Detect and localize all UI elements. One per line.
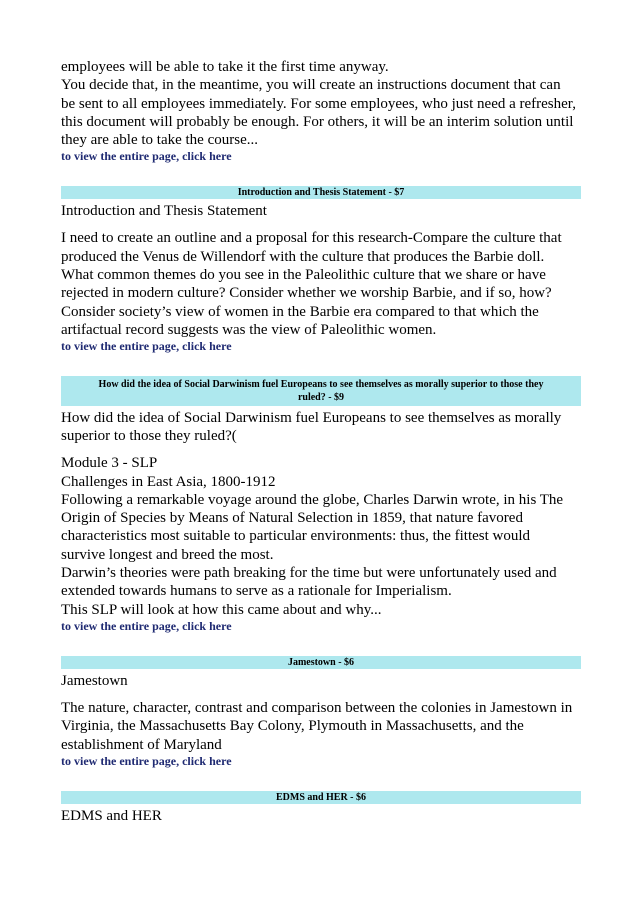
- paragraph-line: artifactual record suggests was the view of Paleolithic women.: [61, 321, 437, 338]
- document-page: [61, 58, 581, 825]
- view-entire-page-link[interactable]: to view the entire page, click here: [61, 618, 232, 633]
- intro-line: this document will probably be enough. For others, it will be an interim solution until: [61, 113, 574, 130]
- section-title-bar: Introduction and Thesis Statement - $7: [61, 186, 581, 199]
- paragraph-line: produced the Venus de Willendorf with the culture that produces the Barbie doll.: [61, 248, 545, 265]
- heading-line: superior to those they ruled?(: [61, 428, 237, 445]
- section-paragraph: [61, 229, 581, 339]
- paragraph-line: Darwin’s theories were path breaking for the time but were unfortunately used and: [61, 565, 557, 582]
- paragraph-line: Virginia, the Massachusetts Bay Colony, Plymouth in Massachusetts, and the: [61, 718, 524, 735]
- paragraph-line: Consider society’s view of women in the Barbie era compared to that which the: [61, 303, 539, 320]
- intro-line: they are able to take the course...: [61, 132, 258, 149]
- paragraph-line: establishment of Maryland: [61, 736, 222, 753]
- section-title-bar: EDMS and HER - $6: [61, 791, 581, 804]
- paragraph-line: Origin of Species by Means of Natural Selection in 1859, that nature favored: [61, 510, 523, 527]
- section-title-bar: [61, 376, 581, 406]
- intro-line: You decide that, in the meantime, you will create an instructions document that can: [61, 77, 561, 94]
- bar-title-line: ruled? - $9: [297, 392, 345, 404]
- paragraph-line: rejected in modern culture? Consider whether we worship Barbie, and if so, how?: [61, 285, 552, 302]
- view-entire-page-link[interactable]: to view the entire page, click here: [61, 339, 232, 354]
- paragraph-line: survive longest and breed the most.: [61, 546, 274, 563]
- heading-line: How did the idea of Social Darwinism fuel Europeans to see themselves as morally: [61, 410, 562, 427]
- section-heading: Introduction and Thesis Statement: [61, 203, 267, 220]
- section-heading: Jamestown: [61, 672, 128, 689]
- section-heading: EDMS and HER: [61, 807, 162, 824]
- section-paragraph: [61, 454, 581, 619]
- section-title-bar: Jamestown - $6: [61, 656, 581, 669]
- section-heading: [61, 409, 581, 445]
- paragraph-line: This SLP will look at how this came about and why...: [61, 601, 382, 618]
- view-entire-page-link[interactable]: to view the entire page, click here: [61, 149, 232, 164]
- view-entire-page-link[interactable]: to view the entire page, click here: [61, 753, 232, 768]
- section-paragraph: [61, 699, 581, 754]
- intro-line: be sent to all employees immediately. For some employees, who just need a refresher,: [61, 95, 576, 112]
- paragraph-line: The nature, character, contrast and comparison between the colonies in Jamestown in: [61, 699, 573, 716]
- paragraph-line: Challenges in East Asia, 1800-1912: [61, 473, 276, 490]
- paragraph-line: I need to create an outline and a proposal for this research-Compare the culture that: [61, 230, 562, 247]
- paragraph-line: What common themes do you see in the Paleolithic culture that we share or have: [61, 267, 546, 284]
- paragraph-line: Following a remarkable voyage around the globe, Charles Darwin wrote, in his The: [61, 491, 564, 508]
- paragraph-line: characteristics most suitable to particular environments: thus, the fittest would: [61, 528, 531, 545]
- paragraph-line: Module 3 - SLP: [61, 455, 158, 472]
- intro-line: employees will be able to take it the first time anyway.: [61, 59, 389, 75]
- paragraph-line: extended towards humans to serve as a rationale for Imperialism.: [61, 583, 452, 600]
- bar-title-line: How did the idea of Social Darwinism fuel Europeans to see themselves as morally superior to those they: [98, 379, 544, 391]
- intro-block: [61, 58, 581, 164]
